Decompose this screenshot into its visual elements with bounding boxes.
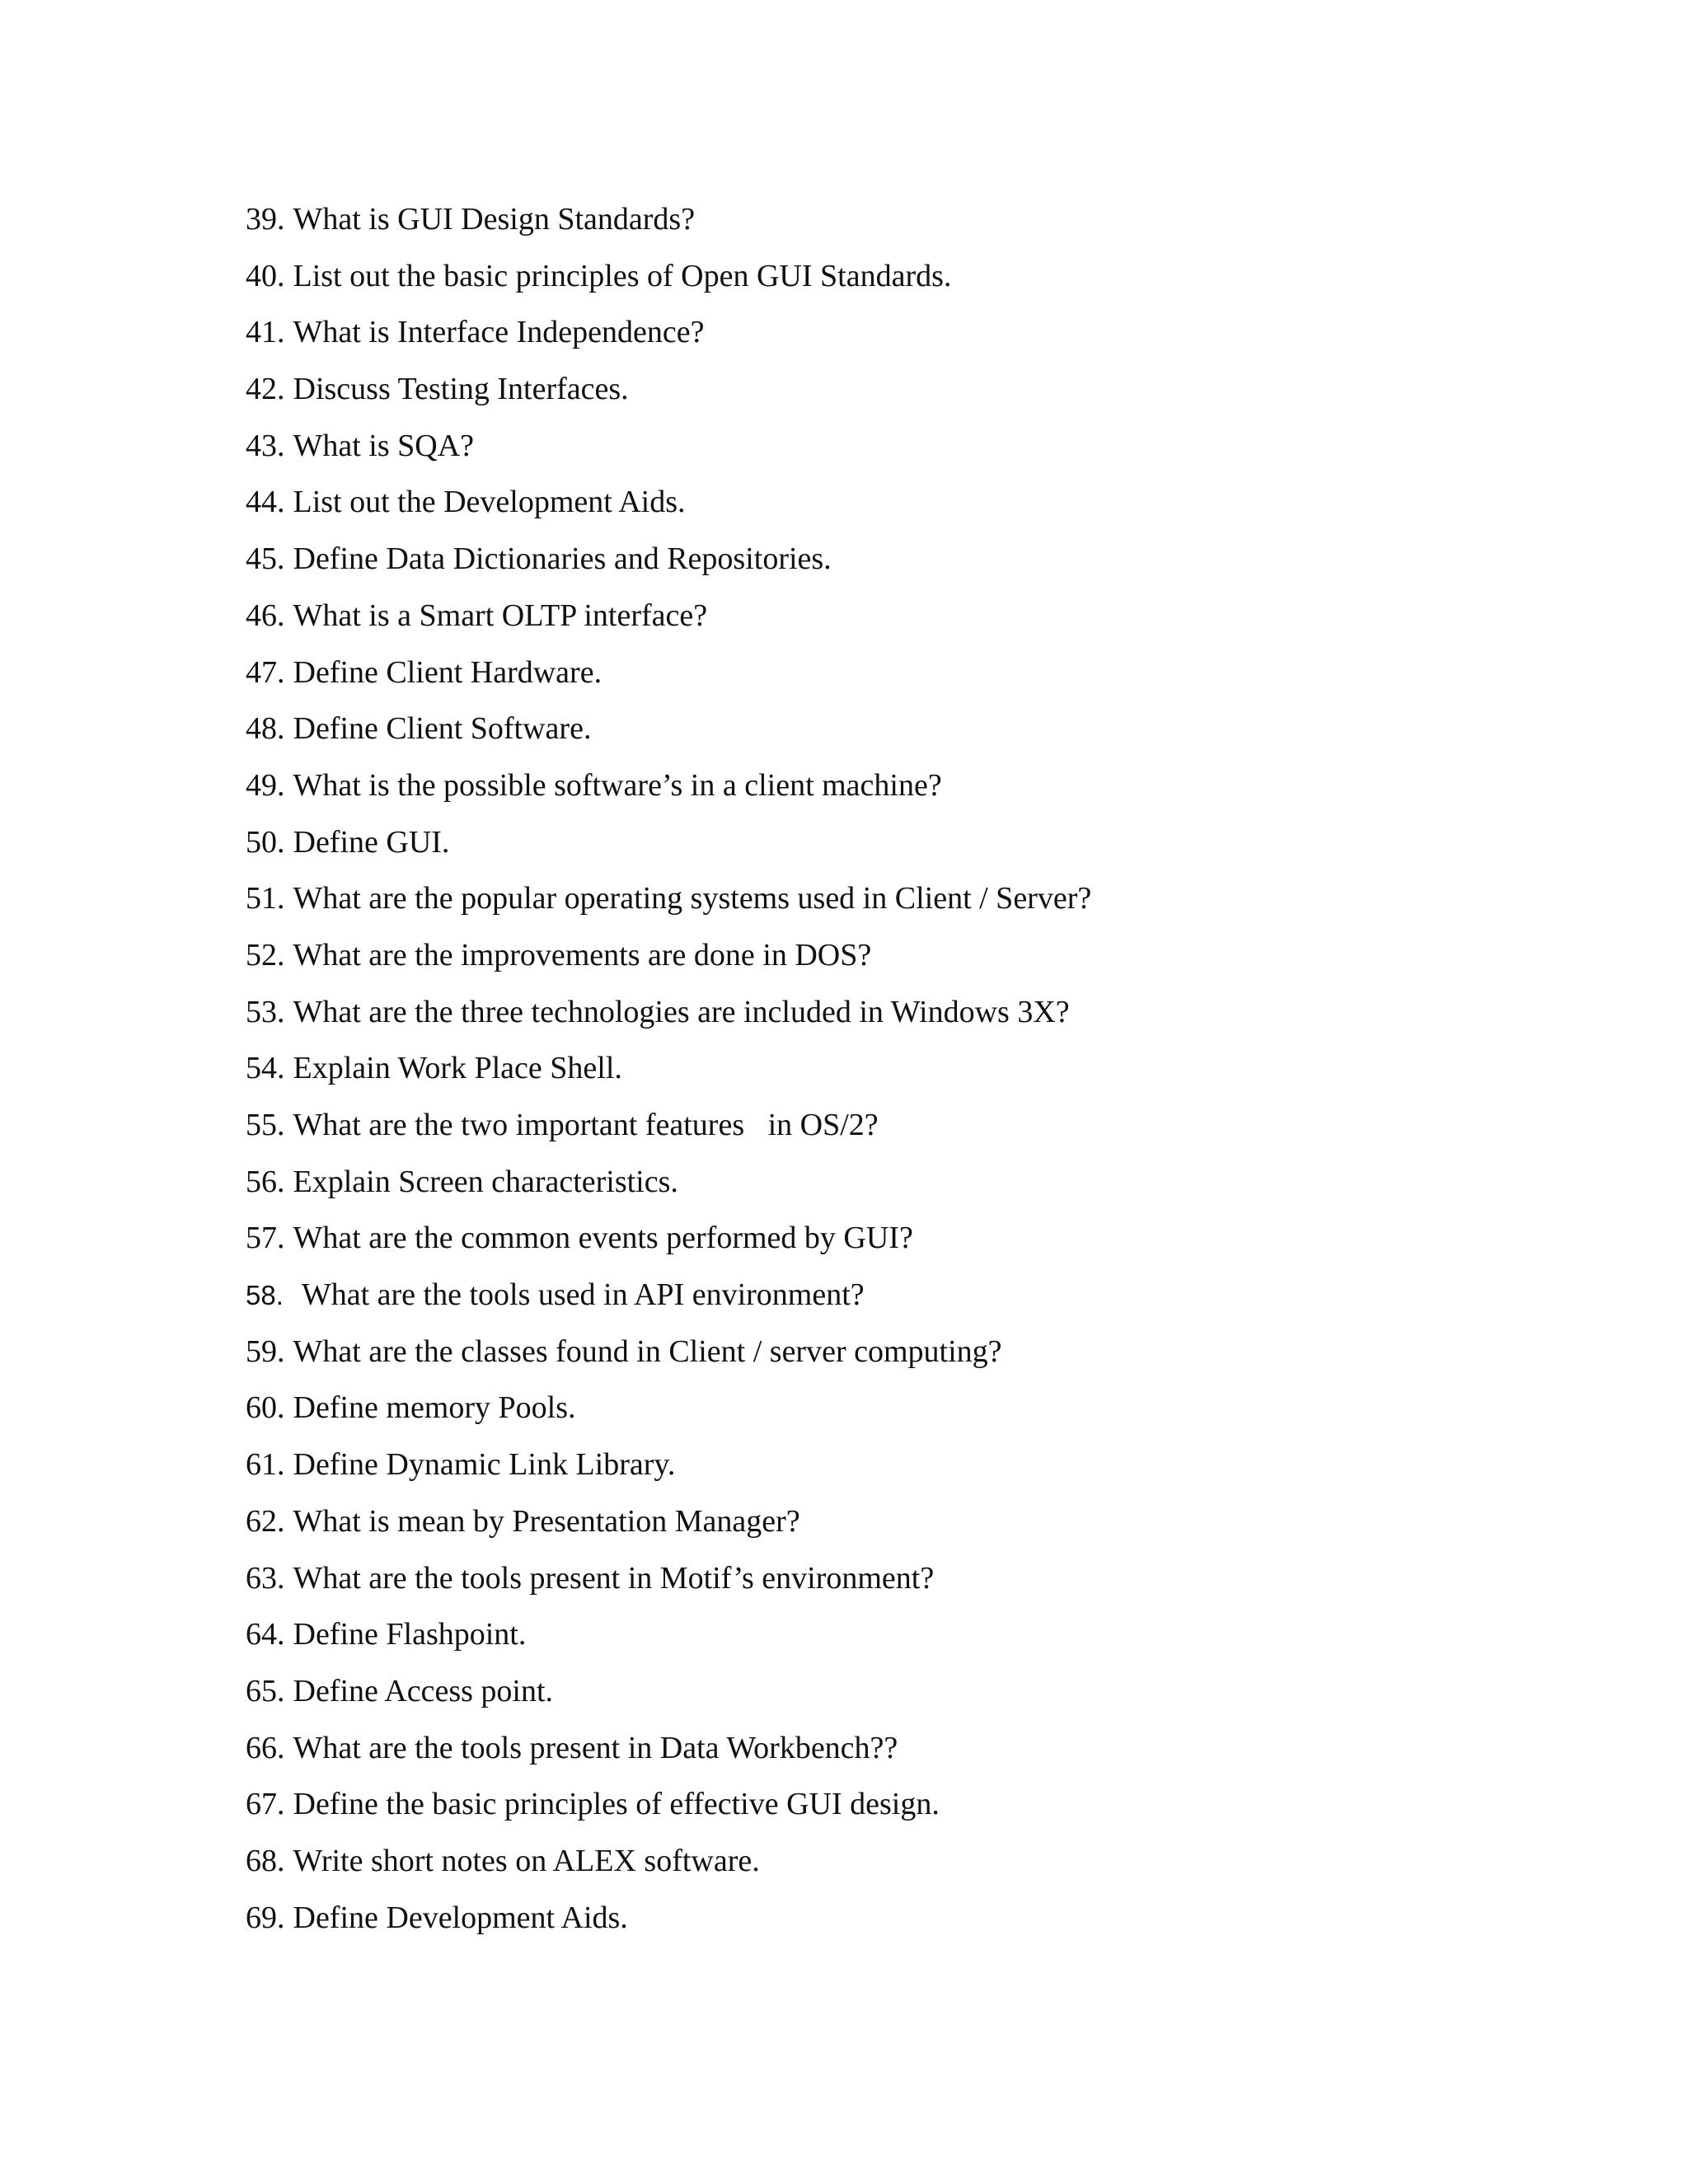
question-item <box>246 927 1091 984</box>
question-text: What is a Smart OLTP interface? <box>293 598 708 633</box>
question-number: 55. <box>246 1108 285 1142</box>
question-number: 47. <box>246 654 285 690</box>
question-item <box>246 814 1091 871</box>
question-text: What are the classes found in Client / server computing? <box>293 1333 1002 1369</box>
question-item <box>246 1493 1091 1550</box>
question-number: 66. <box>246 1730 285 1765</box>
question-item <box>246 1097 1091 1154</box>
question-text: List out the basic principles of Open GUI Standards. <box>293 258 952 293</box>
question-item <box>246 644 1091 701</box>
question-number: 62. <box>246 1503 285 1539</box>
question-item <box>246 701 1091 757</box>
question-item <box>246 1720 1091 1777</box>
question-text: Define GUI. <box>293 824 450 860</box>
question-number: 68. <box>246 1843 285 1878</box>
question-text: What are the three technologies are included in Windows 3X? <box>293 994 1070 1029</box>
question-item <box>246 248 1091 305</box>
question-number: 56. <box>246 1164 285 1199</box>
question-item <box>246 1267 1091 1324</box>
question-item <box>246 1606 1091 1663</box>
question-text: What are the popular operating systems used in Client / Server? <box>293 881 1092 916</box>
question-number: 67. <box>246 1787 285 1822</box>
question-number: 59. <box>246 1333 285 1369</box>
question-text: Write short notes on ALEX software. <box>293 1843 760 1878</box>
question-number: 60. <box>246 1390 285 1426</box>
question-number: 53. <box>246 994 285 1029</box>
question-text: What is mean by Presentation Manager? <box>293 1503 800 1539</box>
question-item <box>246 1550 1091 1607</box>
question-text: Explain Work Place Shell. <box>293 1051 622 1086</box>
question-text: What are the tools present in Motif’s environment? <box>293 1560 935 1596</box>
question-text: List out the Development Aids. <box>293 485 686 520</box>
question-text: What is Interface Independence? <box>293 315 705 350</box>
question-number: 49. <box>246 767 285 803</box>
question-text: What is GUI Design Standards? <box>293 202 696 237</box>
question-number: 39. <box>246 202 285 237</box>
question-text: What are the tools present in Data Workbench?? <box>293 1730 898 1765</box>
question-number: 42. <box>246 372 285 407</box>
question-item <box>246 1324 1091 1380</box>
question-text: What is SQA? <box>293 428 475 463</box>
question-item <box>246 757 1091 814</box>
question-number: 45. <box>246 541 285 577</box>
question-number: 43. <box>246 428 285 463</box>
question-number: 41. <box>246 315 285 350</box>
question-number: 54. <box>246 1051 285 1086</box>
question-text: Define Development Aids. <box>293 1900 628 1935</box>
question-item <box>246 191 1091 248</box>
question-text: What are the common events performed by GUI? <box>293 1221 913 1256</box>
question-item <box>246 1890 1091 1947</box>
question-item <box>246 1436 1091 1493</box>
question-number: 40. <box>246 258 285 293</box>
question-text: Define memory Pools. <box>293 1390 576 1426</box>
question-item <box>246 1380 1091 1436</box>
question-item <box>246 304 1091 361</box>
question-text: Define the basic principles of effective GUI design. <box>293 1787 940 1822</box>
question-number: 58. <box>246 1280 284 1311</box>
question-number: 48. <box>246 711 285 747</box>
question-number: 63. <box>246 1560 285 1596</box>
question-number: 61. <box>246 1447 285 1483</box>
question-text: What are the two important features in OS/2? <box>293 1108 879 1142</box>
question-text: Discuss Testing Interfaces. <box>293 372 629 407</box>
question-item <box>246 1210 1091 1267</box>
question-number: 50. <box>246 824 285 860</box>
question-item <box>246 984 1091 1041</box>
question-item <box>246 1663 1091 1720</box>
question-number: 65. <box>246 1673 285 1708</box>
question-item <box>246 531 1091 588</box>
question-text: What is the possible software’s in a client machine? <box>293 767 942 803</box>
question-text: What are the tools used in API environment? <box>301 1277 865 1313</box>
question-text: Define Dynamic Link Library. <box>293 1447 676 1483</box>
question-number: 69. <box>246 1900 285 1935</box>
question-item <box>246 1154 1091 1211</box>
question-text: Define Client Hardware. <box>293 654 603 690</box>
question-number: 44. <box>246 485 285 520</box>
question-item <box>246 361 1091 418</box>
question-number: 64. <box>246 1617 285 1652</box>
question-item <box>246 1040 1091 1097</box>
question-item <box>246 588 1091 644</box>
question-list <box>246 191 1091 1946</box>
question-number: 57. <box>246 1221 285 1256</box>
question-text: Define Access point. <box>293 1673 554 1708</box>
question-text: Explain Screen characteristics. <box>293 1164 678 1199</box>
question-text: Define Data Dictionaries and Repositories. <box>293 541 832 577</box>
question-item <box>246 1776 1091 1833</box>
question-number: 51. <box>246 881 285 916</box>
question-item <box>246 418 1091 475</box>
question-text: What are the improvements are done in DOS? <box>293 937 872 972</box>
question-text: Define Flashpoint. <box>293 1617 527 1652</box>
question-item <box>246 474 1091 531</box>
question-number: 46. <box>246 598 285 633</box>
question-item <box>246 870 1091 927</box>
question-number: 52. <box>246 937 285 972</box>
question-text: Define Client Software. <box>293 711 592 747</box>
question-item <box>246 1833 1091 1890</box>
